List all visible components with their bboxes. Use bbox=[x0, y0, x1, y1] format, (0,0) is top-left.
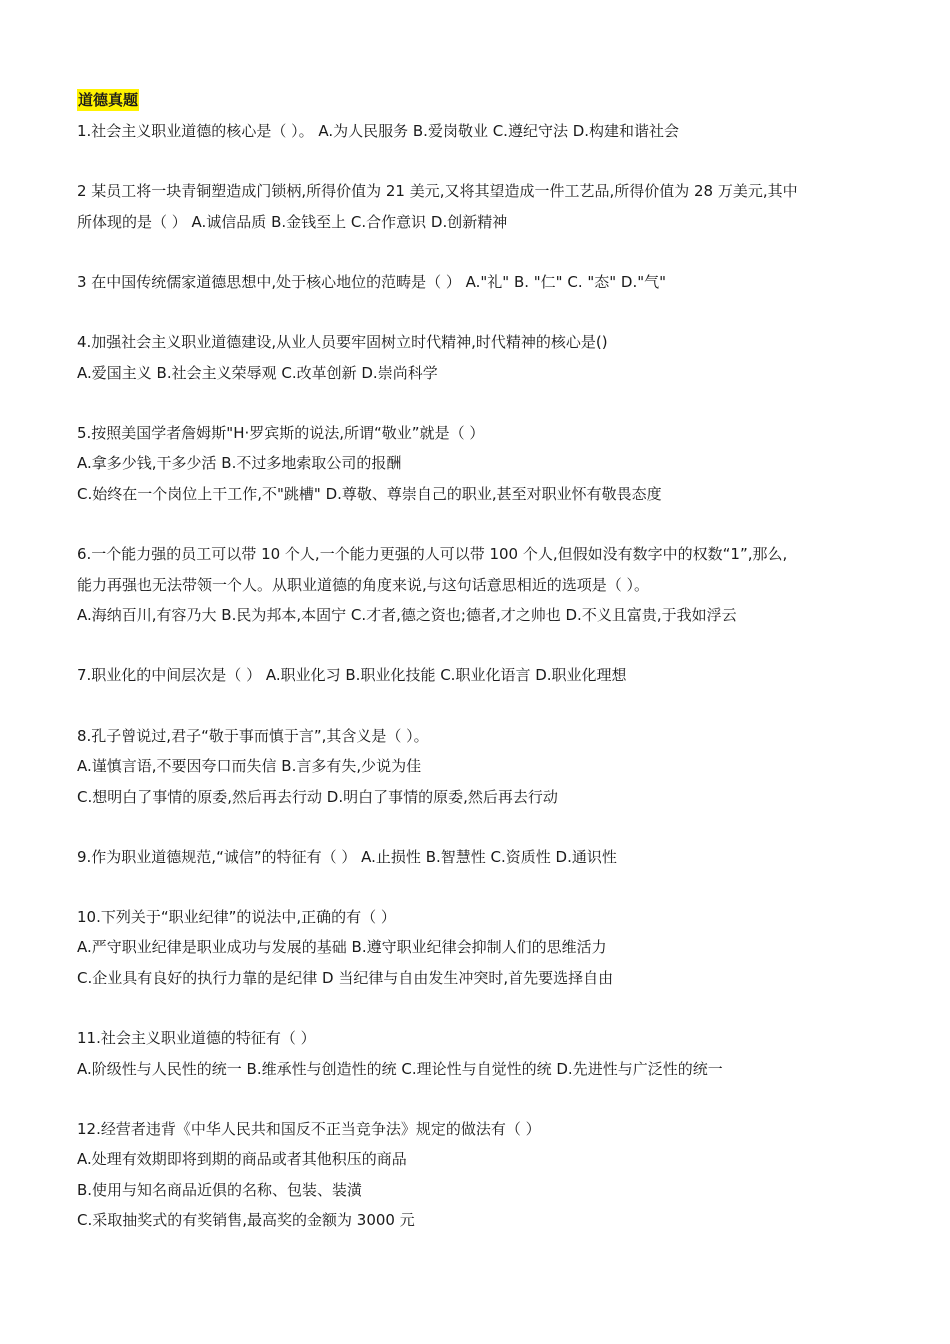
question-6-stem-1: 6.一个能力强的员工可以带 10 个人,一个能力更强的人可以带 100 个人,但假如没有数字中的权数“1”,那么, bbox=[77, 545, 788, 563]
question-7-line: 7.职业化的中间层次是（ ） A.职业化习 B.职业化技能 C.职业化语言 D.职业化理想 bbox=[77, 666, 627, 684]
question-9-line: 9.作为职业道德规范,“诚信”的特征有（ ） A.止损性 B.智慧性 C.资质性 D.通识性 bbox=[77, 848, 617, 866]
question-8-options-cd: C.想明白了事情的原委,然后再去行动 D.明白了事情的原委,然后再去行动 bbox=[77, 788, 558, 806]
question-10-stem: 10.下列关于“职业纪律”的说法中,正确的有（ ） bbox=[77, 908, 396, 926]
question-12-option-b: B.使用与知名商品近俱的名称、包装、装潢 bbox=[77, 1181, 363, 1199]
question-10-options-ab: A.严守职业纪律是职业成功与发展的基础 B.遵守职业纪律会抑制人们的思维活力 bbox=[77, 938, 607, 956]
question-5-options-cd: C.始终在一个岗位上干工作,不"跳槽" D.尊敬、尊崇自己的职业,甚至对职业怀有敬畏态度 bbox=[77, 485, 662, 503]
question-4-stem: 4.加强社会主义职业道德建设,从业人员要牢固树立时代精神,时代精神的核心是() bbox=[77, 333, 608, 351]
question-6-stem-2: 能力再强也无法带领一个人。从职业道德的角度来说,与这句话意思相近的选项是（ ）。 bbox=[77, 576, 650, 594]
question-11-stem: 11.社会主义职业道德的特征有（ ） bbox=[77, 1029, 316, 1047]
question-12-option-a: A.处理有效期即将到期的商品或者其他积压的商品 bbox=[77, 1150, 407, 1168]
question-2-line-1: 2 某员工将一块青铜塑造成门锁柄,所得价值为 21 美元,又将其望造成一件工艺品,所得价值为 28 万美元,其中 bbox=[77, 182, 798, 200]
question-4-options: A.爱国主义 B.社会主义荣辱观 C.改革创新 D.崇尚科学 bbox=[77, 364, 438, 382]
question-2-line-2: 所体现的是（ ） A.诚信品质 B.金钱至上 C.合作意识 D.创新精神 bbox=[77, 213, 508, 231]
question-10-options-cd: C.企业具有良好的执行力靠的是纪律 D 当纪律与自由发生冲突时,首先要选择自由 bbox=[77, 969, 614, 987]
question-12-stem: 12.经营者违背《中华人民共和国反不正当竞争法》规定的做法有（ ） bbox=[77, 1120, 541, 1138]
question-1-line: 1.社会主义职业道德的核心是（ ）。 A.为人民服务 B.爱岗敬业 C.遵纪守法 D.构建和谐社会 bbox=[77, 122, 680, 140]
question-5-stem: 5.按照美国学者詹姆斯"H·罗宾斯的说法,所谓“敬业”就是（ ） bbox=[77, 424, 485, 442]
question-3-line: 3 在中国传统儒家道德思想中,处于核心地位的范畴是（ ） A."礼" B. "仁" C. "态" D."气" bbox=[77, 273, 667, 291]
section-title: 道德真题 bbox=[78, 91, 139, 109]
question-8-stem: 8.孔子曾说过,君子“敬于事而慎于言”,其含义是（ ）。 bbox=[77, 727, 429, 745]
question-12-option-c: C.采取抽奖式的有奖销售,最高奖的金额为 3000 元 bbox=[77, 1211, 415, 1229]
question-6-options: A.海纳百川,有容乃大 B.民为邦本,本固宁 C.才者,德之资也;德者,才之帅也 D.不义且富贵,于我如浮云 bbox=[77, 606, 737, 624]
question-5-options-ab: A.拿多少钱,干多少活 B.不过多地索取公司的报酬 bbox=[77, 454, 402, 472]
question-11-options: A.阶级性与人民性的统一 B.维承性与创造性的统 C.理论性与自觉性的统 D.先进性与广泛性的统一 bbox=[77, 1060, 723, 1078]
question-8-options-ab: A.谨慎言语,不要因夸口而失信 B.言多有失,少说为佳 bbox=[77, 757, 422, 775]
